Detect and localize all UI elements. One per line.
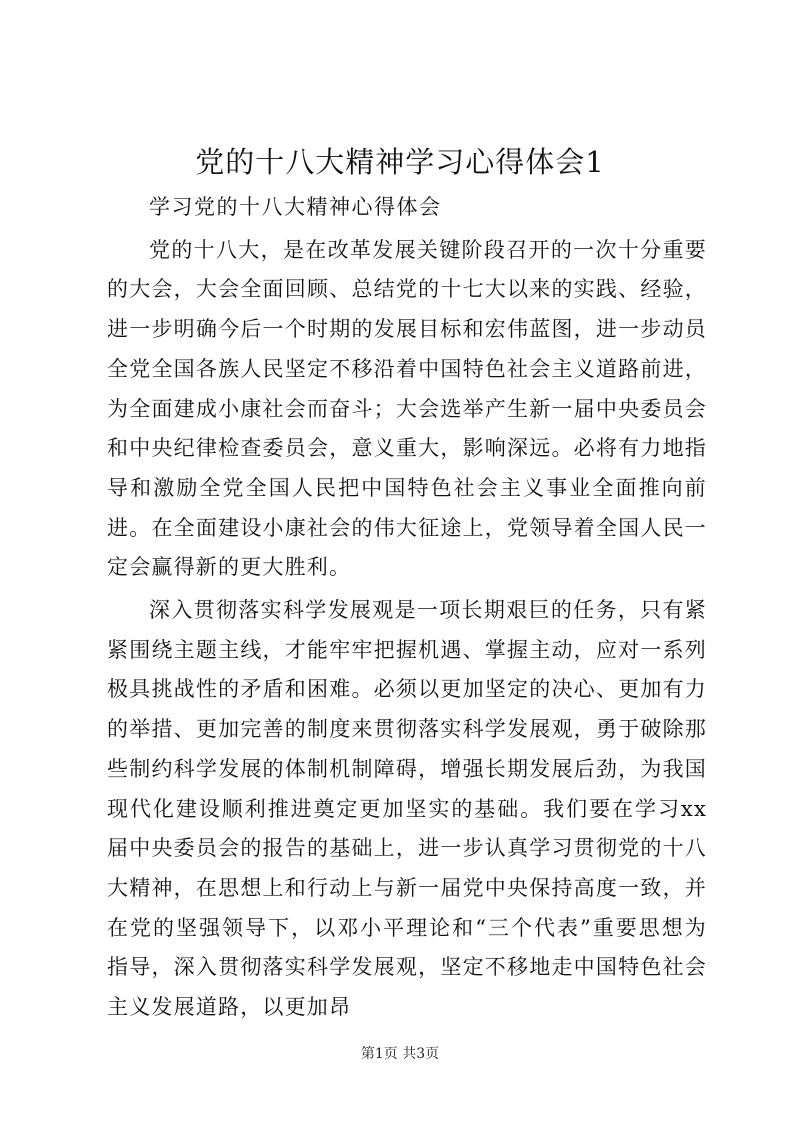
page-title: 党的十八大精神学习心得体会1 (195, 145, 605, 179)
subtitle-line: 学习党的十八大精神心得体会 (149, 195, 442, 219)
paragraph-2: 深入贯彻落实科学发展观是一项长期艰巨的任务，只有紧紧围绕主题主线，才能牢牢把握机遇、掌握主动，应对一系列极具挑战性的矛盾和困难。必须以更加坚定的决心、更加有力的举措、更加完善的制度来贯彻落实科学发展观，勇于破除那些制约科学发展的体制机制障碍，增强长期发展后劲，为我国现代化建设顺利推进奠定更加坚实的基础。我们要在学习xx届中央委员会的报告的基础上，进一步认真学习贯彻党的十八大精神，在思想上和行动上与新一届党中央保持高度一致，并在党的坚强领导下，以邓小平理论和“三个代表”重要思想为指导，深入贯彻落实科学发展观，坚定不移地走中国特色社会主义发展道路，以更加昂 (107, 598, 707, 1020)
page-number-footer: 第1页 共3页 (360, 1046, 440, 1062)
document-body (107, 188, 707, 1028)
paragraph-1: 党的十八大，是在改革发展关键阶段召开的一次十分重要的大会，大会全面回顾、总结党的十七大以来的实践、经验，进一步明确今后一个时期的发展目标和宏伟蓝图，进一步动员全党全国各族人民坚定不移沿着中国特色社会主义道路前进，为全面建成小康社会而奋斗；大会选举产生新一届中央委员会和中央纪律检查委员会，意义重大，影响深远。必将有力地指导和激励全党全国人民把中国特色社会主义事业全面推向前进。在全面建设小康社会的伟大征途上，党领导着全国人民一定会赢得新的更大胜利。 (107, 237, 707, 580)
